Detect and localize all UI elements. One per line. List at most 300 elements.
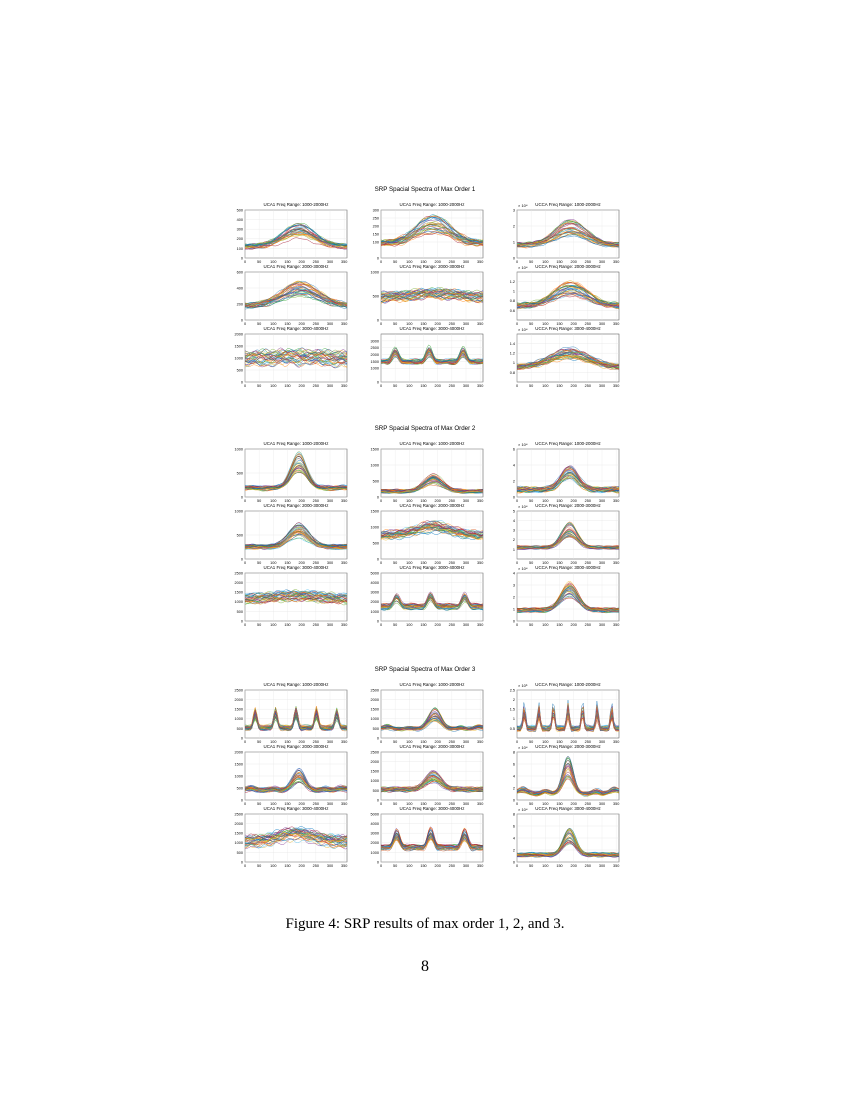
y-tick-label: 1: [512, 607, 515, 612]
x-tick-label: 250: [584, 260, 592, 264]
x-tick-label: 150: [284, 802, 291, 806]
x-tick-label: 0: [243, 384, 247, 388]
x-tick-label: 350: [476, 864, 484, 868]
x-tick-label: 350: [476, 322, 484, 326]
y-tick-label: 2000: [234, 750, 243, 755]
x-tick-label: 100: [406, 322, 413, 326]
y-tick-label: 0: [512, 256, 515, 261]
y-tick-label: 200: [372, 224, 379, 229]
y-tick-label: 150: [372, 232, 379, 237]
x-tick-label: 50: [257, 740, 262, 744]
y-tick-label: 1000: [370, 609, 379, 614]
srp-panel: [513, 806, 619, 868]
srp-panel: [235, 441, 348, 503]
x-tick-label: 300: [462, 864, 470, 868]
x-tick-label: 300: [326, 740, 334, 744]
x-tick-label: 0: [243, 864, 247, 868]
y-tick-label: 0: [240, 318, 243, 323]
x-tick-label: 350: [340, 260, 348, 264]
y-tick-label: 5: [512, 509, 515, 514]
x-tick-label: 250: [584, 561, 592, 565]
x-tick-label: 100: [270, 260, 277, 264]
y-tick-label: 250: [372, 216, 379, 221]
x-tick-label: 150: [556, 740, 563, 744]
x-tick-label: 150: [556, 623, 563, 627]
x-tick-label: 100: [406, 260, 413, 264]
y-tick-label: 3: [512, 583, 515, 588]
y-tick-label: 1: [512, 547, 515, 552]
y-tick-label: 2500: [234, 812, 243, 817]
x-tick-label: 50: [393, 802, 398, 806]
plot-area: [245, 272, 347, 320]
x-tick-label: 350: [340, 322, 348, 326]
x-tick-label: 50: [257, 260, 262, 264]
x-tick-label: 350: [612, 740, 620, 744]
x-tick-label: 200: [298, 322, 305, 326]
y-tick-label: 500: [236, 609, 243, 614]
y-tick-label: 2.5: [509, 688, 515, 693]
panel-title: UCCA Freq Range: 1000-2000Hz: [535, 202, 601, 207]
panel-title: UCCA Freq Range: 2000-3000Hz: [535, 744, 601, 749]
x-tick-label: 200: [298, 260, 305, 264]
panel-title: UCCA Freq Range: 1000-2000Hz: [535, 441, 601, 446]
panel-title: UCA1 Freq Range: 2000-3000Hz: [263, 503, 329, 508]
x-tick-label: 300: [326, 322, 334, 326]
x-tick-label: 350: [476, 260, 484, 264]
x-tick-label: 300: [462, 260, 470, 264]
x-tick-label: 0: [379, 260, 383, 264]
y-tick-label: 300: [236, 227, 243, 232]
y-tick-label: 1: [512, 240, 515, 245]
x-tick-label: 150: [284, 864, 291, 868]
x-tick-label: 200: [434, 740, 441, 744]
y-tick-label: 4: [512, 836, 515, 841]
x-tick-label: 100: [406, 802, 413, 806]
y-tick-label: 1.2: [509, 280, 515, 284]
y-tick-label: 1500: [234, 707, 243, 712]
y-tick-label: 0: [376, 380, 379, 385]
srp-panel: [513, 744, 619, 806]
x-tick-label: 50: [529, 802, 534, 806]
y-tick-label: 2: [512, 848, 515, 853]
axis-exponent: × 10⁴: [518, 442, 528, 447]
x-tick-label: 250: [312, 260, 320, 264]
x-tick-label: 350: [612, 561, 620, 565]
axis-exponent: × 10⁵: [518, 683, 528, 688]
y-tick-label: 2000: [234, 822, 243, 826]
y-tick-label: 0: [376, 736, 379, 741]
y-tick-label: 3: [512, 208, 515, 213]
x-tick-label: 150: [420, 260, 427, 264]
x-tick-label: 300: [326, 260, 334, 264]
y-tick-label: 3000: [370, 590, 379, 595]
x-tick-label: 150: [284, 260, 291, 264]
x-tick-label: 300: [598, 864, 606, 868]
y-tick-label: 600: [236, 270, 243, 275]
srp-panel: [371, 682, 484, 744]
x-tick-label: 250: [584, 802, 592, 806]
x-tick-label: 100: [406, 864, 413, 868]
x-tick-label: 300: [462, 384, 470, 388]
x-tick-label: 250: [312, 561, 320, 565]
group-title: SRP Spacial Spectra of Max Order 3: [374, 666, 476, 673]
x-tick-label: 350: [612, 260, 620, 264]
x-tick-label: 250: [584, 384, 592, 388]
y-tick-label: 3000: [370, 831, 379, 836]
y-tick-label: 500: [236, 533, 243, 538]
x-tick-label: 150: [284, 623, 291, 627]
srp-panel: [371, 503, 484, 565]
panel-title: UCA1 Freq Range: 3000-4000Hz: [263, 326, 329, 331]
x-tick-label: 350: [612, 322, 620, 326]
x-tick-label: 50: [257, 499, 262, 503]
x-tick-label: 0: [379, 864, 383, 868]
x-tick-label: 200: [298, 384, 305, 388]
x-tick-label: 200: [434, 802, 441, 806]
x-tick-label: 250: [584, 864, 592, 868]
y-tick-label: 0: [512, 798, 515, 803]
srp-panel: [235, 744, 348, 806]
x-tick-label: 300: [598, 802, 606, 806]
y-tick-label: 0: [376, 798, 379, 803]
x-tick-label: 0: [243, 561, 247, 565]
y-tick-label: 6: [512, 447, 515, 452]
x-tick-label: 150: [420, 322, 427, 326]
x-tick-label: 0: [515, 322, 519, 326]
y-tick-label: 1: [512, 717, 515, 722]
panel-title: UCA1 Freq Range: 1000-2000Hz: [263, 441, 329, 446]
x-tick-label: 100: [542, 499, 549, 503]
x-tick-label: 100: [270, 561, 277, 565]
x-tick-label: 50: [529, 623, 534, 627]
page-number: 8: [421, 958, 429, 975]
panel-title: UCA1 Freq Range: 2000-3000Hz: [263, 264, 329, 269]
y-tick-label: 1500: [370, 769, 379, 774]
y-tick-label: 2000: [234, 698, 243, 702]
y-tick-label: 0: [376, 495, 379, 500]
panel-title: UCCA Freq Range: 2000-3000Hz: [535, 264, 601, 269]
x-tick-label: 350: [340, 802, 348, 806]
x-tick-label: 300: [462, 802, 470, 806]
x-tick-label: 100: [270, 322, 277, 326]
srp-panel: [371, 806, 484, 868]
group-title: SRP Spacial Spectra of Max Order 1: [374, 186, 476, 193]
x-tick-label: 150: [420, 802, 427, 806]
y-tick-label: 0.6: [509, 308, 515, 313]
x-tick-label: 50: [529, 499, 534, 503]
x-tick-label: 150: [420, 499, 427, 503]
x-tick-label: 50: [393, 561, 398, 565]
x-tick-label: 50: [393, 623, 398, 627]
x-tick-label: 300: [326, 384, 334, 388]
axis-exponent: × 10⁴: [518, 504, 528, 509]
y-tick-label: 0.5: [509, 726, 515, 731]
x-tick-label: 50: [257, 561, 262, 565]
x-tick-label: 150: [420, 740, 427, 744]
srp-panel: [513, 202, 619, 264]
x-tick-label: 350: [340, 499, 348, 503]
srp-panel: [371, 264, 484, 326]
x-tick-label: 100: [406, 740, 413, 744]
x-tick-label: 150: [556, 322, 563, 326]
x-tick-label: 0: [243, 740, 247, 744]
x-tick-label: 200: [570, 499, 577, 503]
x-tick-label: 200: [570, 802, 577, 806]
x-tick-label: 50: [529, 740, 534, 744]
y-tick-label: 500: [372, 479, 379, 484]
x-tick-label: 300: [326, 802, 334, 806]
y-tick-label: 1.4: [509, 342, 515, 346]
x-tick-label: 100: [270, 623, 277, 627]
y-tick-label: 2: [512, 538, 515, 543]
x-tick-label: 350: [612, 802, 620, 806]
srp-panel: [513, 565, 619, 627]
srp-panel: [510, 326, 620, 388]
y-tick-label: 4: [512, 571, 515, 576]
axis-exponent: × 10⁴: [518, 265, 528, 270]
y-tick-label: 6: [512, 762, 515, 767]
srp-panel: [237, 264, 348, 326]
y-tick-label: 4000: [370, 581, 379, 585]
y-tick-label: 1000: [234, 774, 243, 779]
y-tick-label: 1000: [370, 779, 379, 784]
x-tick-label: 150: [284, 561, 291, 565]
y-tick-label: 8: [512, 812, 515, 817]
y-tick-label: 100: [236, 246, 243, 251]
y-tick-label: 2500: [370, 346, 379, 351]
y-tick-label: 0: [376, 619, 379, 624]
y-tick-label: 100: [372, 240, 379, 245]
x-tick-label: 300: [598, 260, 606, 264]
axis-exponent: × 10⁴: [518, 203, 528, 208]
x-tick-label: 250: [312, 623, 320, 627]
x-tick-label: 300: [326, 499, 334, 503]
y-tick-label: 0: [240, 380, 243, 385]
x-tick-label: 0: [379, 561, 383, 565]
x-tick-label: 250: [312, 802, 320, 806]
x-tick-label: 250: [312, 499, 320, 503]
x-tick-label: 100: [542, 384, 549, 388]
y-tick-label: 0: [376, 557, 379, 562]
x-tick-label: 300: [462, 740, 470, 744]
axis-exponent: × 10⁴: [518, 566, 528, 571]
x-tick-label: 100: [542, 864, 549, 868]
x-tick-label: 50: [529, 260, 534, 264]
x-tick-label: 200: [570, 561, 577, 565]
x-tick-label: 50: [393, 864, 398, 868]
x-tick-label: 100: [542, 623, 549, 627]
y-tick-label: 400: [236, 218, 243, 222]
x-tick-label: 150: [556, 864, 563, 868]
x-tick-label: 300: [462, 499, 470, 503]
srp-panel: [373, 202, 484, 264]
panel-title: UCA1 Freq Range: 2000-3000Hz: [399, 744, 465, 749]
x-tick-label: 250: [448, 740, 456, 744]
x-tick-label: 100: [542, 802, 549, 806]
x-tick-label: 250: [312, 740, 320, 744]
panel-title: UCA1 Freq Range: 2000-3000Hz: [399, 264, 465, 269]
x-tick-label: 200: [570, 623, 577, 627]
y-tick-label: 2: [512, 479, 515, 484]
panel-title: UCA1 Freq Range: 3000-4000Hz: [399, 565, 465, 570]
x-tick-label: 100: [270, 802, 277, 806]
x-tick-label: 250: [584, 623, 592, 627]
y-tick-label: 1: [512, 361, 515, 366]
x-tick-label: 200: [298, 561, 305, 565]
x-tick-label: 0: [243, 260, 247, 264]
y-tick-label: 2: [512, 786, 515, 791]
y-tick-label: 2500: [370, 750, 379, 755]
y-tick-label: 1500: [234, 762, 243, 767]
srp-panel: [371, 441, 484, 503]
panel-title: UCA1 Freq Range: 1000-2000Hz: [399, 682, 465, 687]
y-tick-label: 0: [240, 256, 243, 261]
x-tick-label: 250: [448, 802, 456, 806]
y-tick-label: 1000: [234, 600, 243, 605]
y-tick-label: 1500: [370, 359, 379, 364]
srp-panel: [235, 806, 348, 868]
x-tick-label: 0: [243, 802, 247, 806]
x-tick-label: 200: [570, 322, 577, 326]
y-tick-label: 500: [372, 541, 379, 546]
x-tick-label: 0: [379, 802, 383, 806]
x-tick-label: 0: [243, 322, 247, 326]
y-tick-label: 0: [512, 495, 515, 500]
y-tick-label: 0: [376, 860, 379, 865]
srp-panel: [235, 326, 348, 388]
y-tick-label: 500: [236, 471, 243, 476]
y-tick-label: 1000: [234, 356, 243, 361]
y-tick-label: 1500: [370, 707, 379, 712]
y-tick-label: 3000: [370, 339, 379, 344]
y-tick-label: 1500: [234, 831, 243, 836]
y-tick-label: 500: [236, 726, 243, 731]
x-tick-label: 100: [406, 499, 413, 503]
x-tick-label: 100: [542, 260, 549, 264]
y-tick-label: 500: [372, 726, 379, 731]
y-tick-label: 1000: [370, 463, 379, 468]
srp-panel: [235, 565, 348, 627]
x-tick-label: 350: [476, 802, 484, 806]
y-tick-label: 0: [512, 619, 515, 624]
plot-area: [517, 272, 619, 320]
y-tick-label: 1000: [234, 841, 243, 846]
x-tick-label: 0: [515, 802, 519, 806]
x-tick-label: 250: [584, 322, 592, 326]
y-tick-label: 1500: [234, 590, 243, 595]
y-tick-label: 2500: [370, 688, 379, 693]
x-tick-label: 0: [379, 322, 383, 326]
y-tick-label: 2000: [370, 841, 379, 846]
x-tick-label: 250: [312, 864, 320, 868]
x-tick-label: 200: [434, 384, 441, 388]
panel-title: UCA1 Freq Range: 1000-2000Hz: [263, 202, 329, 207]
y-tick-label: 0: [240, 736, 243, 741]
x-tick-label: 250: [448, 499, 456, 503]
panel-title: UCCA Freq Range: 1000-2000Hz: [535, 682, 601, 687]
x-tick-label: 200: [570, 260, 577, 264]
srp-panel: [510, 264, 620, 326]
srp-panel: [371, 744, 484, 806]
x-tick-label: 100: [542, 322, 549, 326]
x-tick-label: 200: [434, 864, 441, 868]
y-tick-label: 0: [240, 860, 243, 865]
y-tick-label: 2000: [234, 581, 243, 585]
x-tick-label: 0: [515, 740, 519, 744]
y-tick-label: 0: [240, 557, 243, 562]
x-tick-label: 200: [570, 740, 577, 744]
panel-title: UCCA Freq Range: 3000-4000Hz: [535, 806, 601, 811]
x-tick-label: 150: [556, 802, 563, 806]
y-tick-label: 4: [512, 463, 515, 468]
x-tick-label: 50: [529, 561, 534, 565]
y-tick-label: 2000: [370, 600, 379, 605]
y-tick-label: 1000: [234, 509, 243, 514]
x-tick-label: 0: [243, 623, 247, 627]
y-tick-label: 1.5: [509, 707, 515, 712]
x-tick-label: 50: [529, 384, 534, 388]
x-tick-label: 350: [476, 499, 484, 503]
x-tick-label: 150: [284, 322, 291, 326]
x-tick-label: 250: [584, 740, 592, 744]
x-tick-label: 50: [257, 864, 262, 868]
x-tick-label: 100: [270, 384, 277, 388]
x-tick-label: 350: [340, 623, 348, 627]
x-tick-label: 50: [257, 384, 262, 388]
y-tick-label: 2000: [234, 332, 243, 337]
x-tick-label: 50: [529, 322, 534, 326]
x-tick-label: 100: [406, 561, 413, 565]
y-tick-label: 400: [236, 286, 243, 291]
x-tick-label: 50: [393, 384, 398, 388]
x-tick-label: 200: [570, 864, 577, 868]
panel-title: UCA1 Freq Range: 3000-4000Hz: [399, 806, 465, 811]
y-tick-label: 2500: [234, 571, 243, 576]
x-tick-label: 200: [434, 322, 441, 326]
panel-title: UCA1 Freq Range: 3000-4000Hz: [263, 565, 329, 570]
x-tick-label: 300: [462, 322, 470, 326]
srp-panel: [371, 326, 484, 388]
panel-title: UCCA Freq Range: 2000-3000Hz: [535, 503, 601, 508]
y-tick-label: 0: [240, 495, 243, 500]
figure-caption: Figure 4: SRP results of max order 1, 2, and 3.: [285, 916, 565, 932]
y-tick-label: 1: [512, 289, 515, 294]
y-tick-label: 500: [236, 208, 243, 213]
y-tick-label: 1000: [370, 850, 379, 855]
x-tick-label: 350: [340, 864, 348, 868]
x-tick-label: 200: [298, 740, 305, 744]
x-tick-label: 0: [243, 499, 247, 503]
y-tick-label: 1000: [370, 270, 379, 275]
y-tick-label: 1000: [370, 525, 379, 530]
srp-panel: [510, 682, 620, 744]
x-tick-label: 50: [257, 322, 262, 326]
y-tick-label: 200: [236, 237, 243, 242]
x-tick-label: 150: [420, 384, 427, 388]
x-tick-label: 100: [270, 499, 277, 503]
x-tick-label: 0: [379, 623, 383, 627]
y-tick-label: 0: [240, 798, 243, 803]
srp-panel: [235, 682, 348, 744]
x-tick-label: 150: [284, 499, 291, 503]
x-tick-label: 350: [476, 740, 484, 744]
x-tick-label: 350: [476, 623, 484, 627]
y-tick-label: 500: [236, 368, 243, 373]
x-tick-label: 300: [462, 561, 470, 565]
x-tick-label: 100: [270, 864, 277, 868]
panel-title: UCA1 Freq Range: 1000-2000Hz: [399, 202, 465, 207]
x-tick-label: 300: [598, 499, 606, 503]
